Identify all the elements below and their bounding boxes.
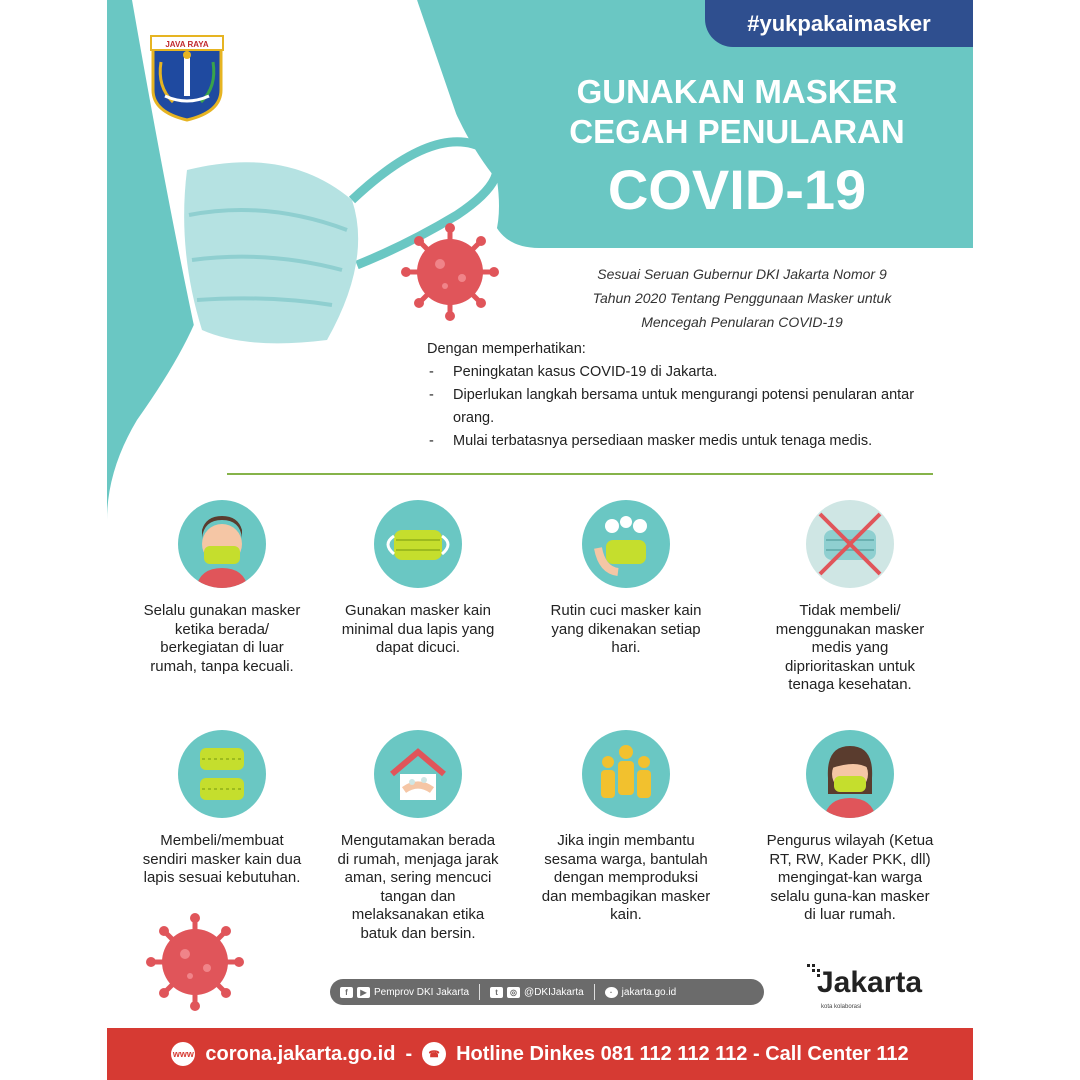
woman-wearing-mask-icon	[806, 730, 894, 818]
tip-text: Rutin cuci masker kain yang dikenakan setiap hari.	[550, 602, 702, 656]
twitter-instagram-handle: @DKIJakarta	[524, 986, 584, 998]
list-item: - Mulai terbatasnya persediaan masker medis untuk tenaga medis.	[427, 430, 947, 453]
title-line-3: COVID-19	[607, 158, 867, 221]
infographic	[107, 0, 973, 1080]
facebook-youtube-handle: Pemprov DKI Jakarta	[374, 986, 470, 998]
surgical-mask-icon	[184, 162, 358, 343]
emblem-banner: JAVA RAYA	[165, 40, 209, 49]
separator	[594, 984, 595, 1000]
divider	[227, 473, 933, 475]
footer-website[interactable]: corona.jakarta.go.id	[205, 1042, 396, 1065]
tip-text: Tidak membeli/ menggunakan masker medis yang diprioritaskan untuk tenaga kesehatan.	[775, 602, 925, 693]
reference-line: Sesuai Seruan Gubernur DKI Jakarta Nomor 9	[597, 266, 887, 282]
tip-card	[541, 730, 711, 925]
person-wearing-mask-icon	[178, 500, 266, 588]
facebook-icon: f	[340, 987, 353, 998]
instagram-icon: ◎	[507, 987, 520, 998]
tip-card	[137, 730, 307, 888]
virus-icon	[401, 223, 499, 321]
jakarta-brand-logo	[807, 962, 947, 1017]
community-people-icon	[582, 730, 670, 818]
tip-text: Mengutamakan berada di rumah, menjaga jarak aman, sering mencuci tangan dan melaksanakan etika batuk dan bersin.	[337, 832, 499, 942]
social-group[interactable]	[605, 987, 676, 998]
www-icon: www	[171, 1042, 195, 1066]
twitter-icon: t	[490, 987, 503, 998]
tip-card	[137, 500, 307, 676]
tip-card	[765, 730, 935, 925]
globe-icon: ·	[605, 987, 618, 998]
phone-icon: ☎	[422, 1042, 446, 1066]
two-cloth-masks-icon	[178, 730, 266, 818]
title-line-1: GUNAKAN MASKER	[576, 73, 898, 110]
tip-card	[541, 500, 711, 658]
list-item: - Peningkatan kasus COVID-19 di Jakarta.	[427, 361, 947, 384]
social-group[interactable]	[340, 987, 469, 998]
reference-line: Mencegah Penularan COVID-19	[641, 314, 843, 330]
youtube-icon: ▶	[357, 987, 370, 998]
considerations-list	[427, 361, 947, 453]
considerations	[427, 338, 947, 453]
footer-separator: -	[405, 1042, 413, 1065]
footer-bar	[107, 1028, 973, 1080]
title-line-2: CEGAH PENULARAN	[569, 113, 905, 150]
tip-card	[333, 730, 503, 943]
tip-card	[333, 500, 503, 658]
hashtag-badge: #yukpakaimasker	[705, 0, 973, 47]
medical-mask-crossed-icon	[806, 500, 894, 588]
social-group[interactable]	[490, 987, 584, 998]
brand-tagline: kota kolaborasi	[821, 1004, 862, 1010]
tip-text: Selalu gunakan masker ketika berada/ berkegiatan di luar rumah, tanpa kecuali.	[143, 602, 301, 675]
home-handwash-icon	[374, 730, 462, 818]
separator	[479, 984, 480, 1000]
page-title	[527, 72, 947, 226]
list-item: - Diperlukan langkah bersama untuk mengurangi potensi penularan antar orang.	[427, 384, 947, 430]
tip-card	[765, 500, 935, 695]
dki-jakarta-emblem-icon	[147, 32, 227, 122]
washing-mask-icon	[582, 500, 670, 588]
brand-name: Jakarta	[817, 966, 923, 999]
tip-text: Pengurus wilayah (Ketua RT, RW, Kader PKK, dll) mengingat-kan warga selalu guna-kan masker di luar rumah.	[766, 832, 934, 923]
tip-text: Jika ingin membantu sesama warga, bantulah dengan memproduksi dan membagikan masker kain.	[541, 832, 711, 923]
tip-text: Membeli/membuat sendiri masker kain dua lapis sesuai kebutuhan.	[142, 832, 302, 886]
website-link: jakarta.go.id	[621, 986, 677, 998]
considerations-heading: Dengan memperhatikan:	[427, 341, 586, 357]
cloth-mask-icon	[374, 500, 462, 588]
tip-text: Gunakan masker kain minimal dua lapis yang dapat dicuci.	[341, 602, 495, 656]
social-media-bar	[330, 979, 764, 1005]
regulation-reference	[537, 262, 947, 334]
footer-hotline: Hotline Dinkes 081 112 112 112 - Call Center 112	[456, 1042, 909, 1065]
reference-line: Tahun 2020 Tentang Penggunaan Masker untuk	[592, 290, 892, 306]
virus-icon	[146, 913, 244, 1011]
